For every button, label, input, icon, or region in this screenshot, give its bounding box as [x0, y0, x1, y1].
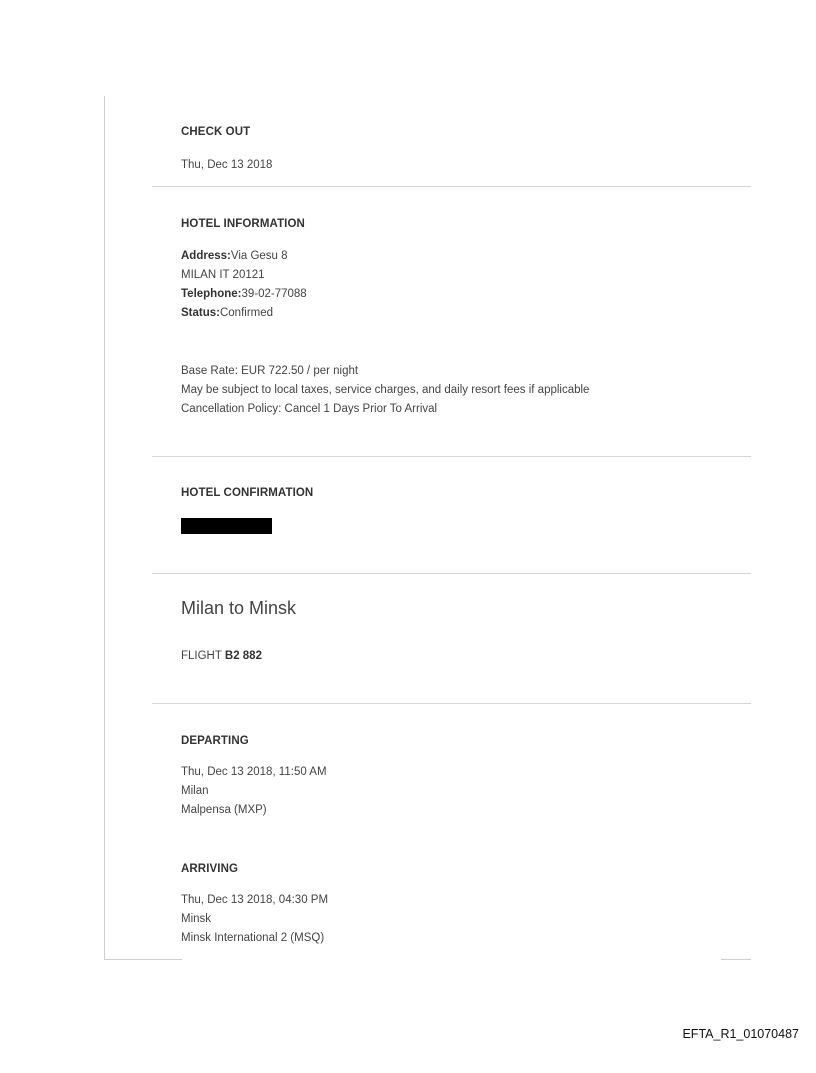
telephone-label: Telephone: [181, 288, 242, 300]
hotel-information-heading: HOTEL INFORMATION [181, 218, 305, 230]
page-left-border [104, 96, 105, 960]
hotel-status-line [181, 304, 273, 323]
redacted-confirmation-number [181, 518, 272, 534]
arriving-heading: ARRIVING [181, 863, 239, 875]
address-value: Via Gesu 8 [230, 250, 288, 262]
hotel-city-line: MILAN IT 20121 [181, 269, 265, 281]
telephone-value: 39-02-77088 [241, 288, 307, 300]
departing-airport: Malpensa (MXP) [181, 804, 267, 816]
hotel-address-line [181, 247, 288, 266]
departing-city: Milan [181, 785, 209, 797]
route-title: Milan to Minsk [181, 598, 297, 618]
section-divider [152, 573, 751, 574]
flight-number-line [181, 647, 262, 666]
check-out-heading: CHECK OUT [181, 126, 251, 138]
hotel-telephone-line [181, 285, 307, 304]
section-divider [152, 456, 751, 457]
arriving-city: Minsk [181, 913, 212, 925]
document-id: EFTA_R1_01070487 [682, 1027, 799, 1041]
base-rate: Base Rate: EUR 722.50 / per night [181, 365, 359, 377]
arriving-airport: Minsk International 2 (MSQ) [181, 932, 325, 944]
flight-number: B2 882 [224, 650, 262, 662]
status-value: Confirmed [219, 307, 274, 319]
flight-label: FLIGHT [181, 650, 225, 662]
hotel-confirmation-heading: HOTEL CONFIRMATION [181, 487, 314, 499]
arriving-datetime: Thu, Dec 13 2018, 04:30 PM [181, 894, 329, 906]
taxes-note: May be subject to local taxes, service charges, and daily resort fees if applicable [181, 384, 590, 396]
cancellation-policy: Cancellation Policy: Cancel 1 Days Prior To Arrival [181, 403, 438, 415]
section-divider [152, 186, 751, 187]
check-out-date: Thu, Dec 13 2018 [181, 159, 273, 171]
status-label: Status: [181, 307, 220, 319]
bottom-border-right [721, 959, 751, 960]
departing-datetime: Thu, Dec 13 2018, 11:50 AM [181, 766, 327, 778]
bottom-border-left [104, 959, 182, 960]
address-label: Address: [181, 250, 231, 262]
section-divider [152, 703, 751, 704]
departing-heading: DEPARTING [181, 735, 249, 747]
